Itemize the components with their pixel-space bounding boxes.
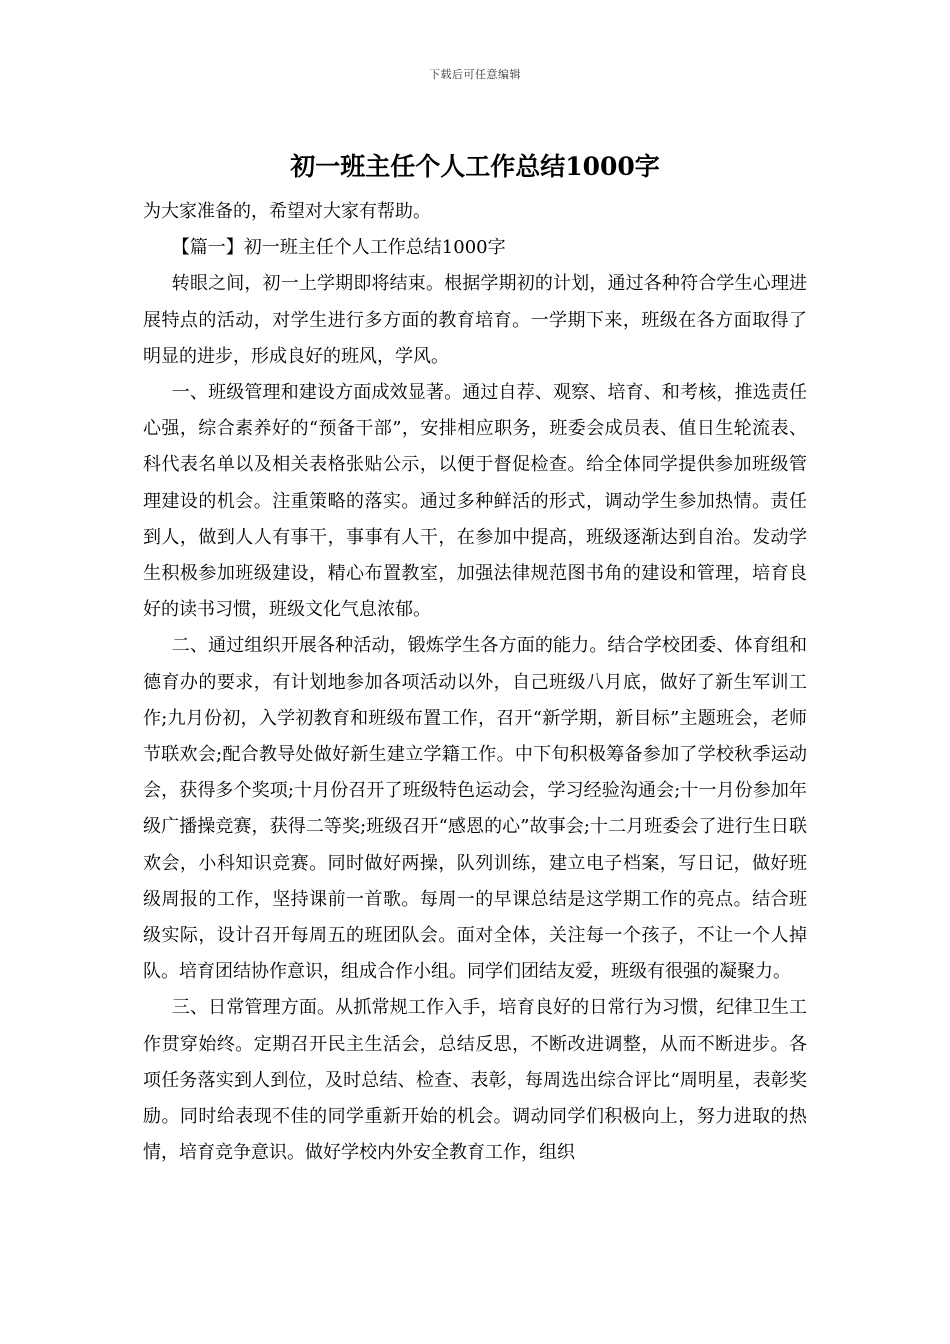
document-body (143, 194, 807, 1171)
paragraph-1: 转眼之间，初一上学期即将结束。根据学期初的计划，通过各种符合学生心理进展特点的活动，对学生进行多方面的教育培育。一学期下来，班级在各方面取得了明显的进步，形成良好的班风，学风。 (143, 273, 807, 367)
document-title: 初一班主任个人工作总结1000字 (290, 152, 660, 181)
paragraph-4: 三、日常管理方面。从抓常规工作入手，培育良好的日常行为习惯，纪律卫生工作贯穿始终。定期召开民主生活会，总结反思，不断改进调整，从而不断进步。各项任务落实到人到位，及时总结、检查、表彰，每周选出综合评比“周明星，表彰奖励。同时给表现不佳的同学重新开始的机会。调动同学们积极向上，努力进取的热情，培育竞争意识。做好学校内外安全教育工作，组织 (143, 997, 807, 1164)
intro-paragraph: 为大家准备的，希望对大家有帮助。 (143, 201, 431, 222)
paragraph-2: 一、班级管理和建设方面成效显著。通过自荐、观察、培育、和考核，推选责任心强，综合素养好的“预备干部”，安排相应职务，班委会成员表、值日生轮流表、科代表名单以及相关表格张贴公示，以便于督促检查。给全体同学提供参加班级管理建设的机会。注重策略的落实。通过多种鲜活的形式，调动学生参加热情。责任到人，做到人人有事干，事事有人干，在参加中提高，班级逐渐达到自治。发动学生积极参加班级建设，精心布置教室，加强法律规范图书角的建设和管理，培育良好的读书习惯，班级文化气息浓郁。 (143, 382, 807, 621)
paragraph-3: 二、通过组织开展各种活动，锻炼学生各方面的能力。结合学校团委、体育组和德育办的要求，有计划地参加各项活动以外，自己班级八月底，做好了新生军训工作;九月份初，入学初教育和班级布置工作，召开“新学期，新目标”主题班会，老师节联欢会;配合教导处做好新生建立学籍工作。中下旬积极筹备参加了学校秋季运动会，获得多个奖项;十月份召开了班级特色运动会，学习经验沟通会;十一月份参加年级广播操竞赛，获得二等奖;班级召开“感恩的心”故事会;十二月班委会了进行生日联欢会，小科知识竞赛。同时做好两操，队列训练，建立电子档案，写日记，做好班级周报的工作，坚持课前一首歌。每周一的早课总结是这学期工作的亮点。结合班级实际，设计召开每周五的班团队会。面对全体，关注每一个孩子，不让一个人掉队。培育团结协作意识，组成合作小组。同学们团结友爱，班级有很强的凝聚力。 (143, 635, 807, 983)
header-note: 下载后可任意编辑 (429, 68, 521, 81)
section-heading: 【篇一】初一班主任个人工作总结1000字 (171, 237, 506, 259)
